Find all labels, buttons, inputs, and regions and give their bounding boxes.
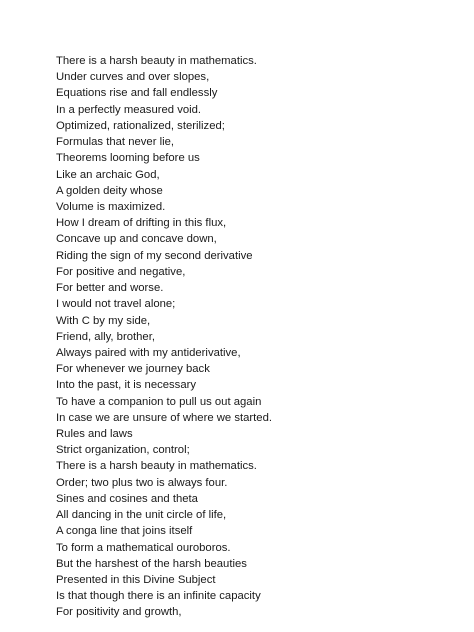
- poem-line: Friend, ally, brother,: [56, 330, 155, 343]
- poem-line: A conga line that joins itself: [56, 525, 193, 538]
- poem-line: Optimized, rationalized, sterilized;: [56, 119, 225, 132]
- poem-line: Under curves and over slopes,: [56, 71, 210, 84]
- poem-line: For positive and negative,: [56, 265, 186, 278]
- poem-line: Is that though there is an infinite capacity: [56, 590, 261, 603]
- poem-line: Volume is maximized.: [56, 200, 166, 213]
- poem-line: Presented in this Divine Subject: [56, 574, 216, 586]
- poem-line: In a perfectly measured void.: [56, 103, 202, 116]
- poem-line: To form a mathematical ouroboros.: [56, 541, 231, 554]
- poem-line: But the harshest of the harsh beauties: [56, 557, 247, 570]
- poem-line: Order; two plus two is always four.: [56, 476, 228, 489]
- poem-line: There is a harsh beauty in mathematics.: [56, 460, 257, 473]
- poem-line: Rules and laws: [56, 428, 133, 441]
- poem-line: How I dream of drifting in this flux,: [56, 217, 227, 230]
- poem-line: Concave up and concave down,: [56, 233, 217, 246]
- poem-line: In case we are unsure of where we started.: [56, 411, 273, 424]
- poem-line: Like an archaic God,: [56, 168, 160, 181]
- poem-line: There is a harsh beauty in mathematics.: [56, 55, 257, 67]
- poem-text: [56, 53, 272, 621]
- poem-line: Theorems looming before us: [56, 152, 200, 165]
- poem-line: For whenever we journey back: [56, 363, 210, 376]
- poem-line: Strict organization, control;: [56, 444, 190, 457]
- poem-line: For better and worse.: [56, 282, 164, 295]
- poem-line: Sines and cosines and theta: [56, 492, 198, 505]
- poem-line: I would not travel alone;: [56, 298, 176, 311]
- poem-line: A golden deity whose: [56, 184, 163, 197]
- poem-line: All dancing in the unit circle of life,: [56, 509, 227, 522]
- poem-line: Formulas that never lie,: [56, 136, 175, 149]
- poem-line: To have a companion to pull us out again: [56, 395, 262, 408]
- poem-line: For positivity and growth,: [56, 606, 182, 619]
- poem-line: Always paired with my antiderivative,: [56, 346, 241, 359]
- poem-line: With C by my side,: [56, 314, 151, 327]
- poem-line: Into the past, it is necessary: [56, 379, 197, 392]
- poem-line: Equations rise and fall endlessly: [56, 87, 218, 100]
- poem-line: Riding the sign of my second derivative: [56, 249, 253, 262]
